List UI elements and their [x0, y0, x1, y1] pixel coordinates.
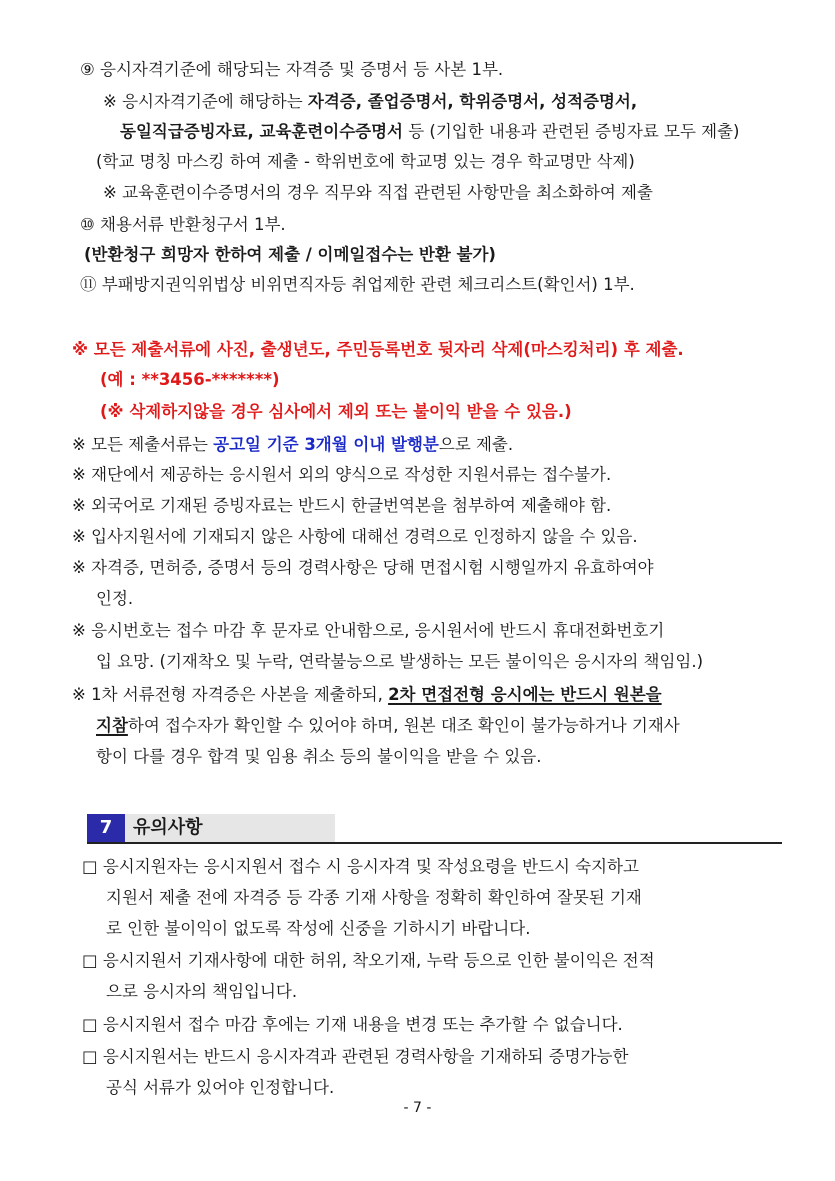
notice-form: ※ 재단에서 제공하는 응시원서 외의 양식으로 작성한 지원서류는 접수불가.: [72, 465, 612, 484]
notice-issue-date-c: 으로 제출.: [438, 435, 514, 454]
caution-4: □ 응시지원서는 반드시 응시자격과 관련된 경력사항을 기재하되 증명가능한: [82, 1047, 629, 1066]
item-9-note-text: ※ 응시자격기준에 해당하는: [103, 92, 308, 111]
page-number: - 7 -: [403, 1100, 432, 1116]
notice-masking-warning: (※ 삭제하지않을 경우 심사에서 제외 또는 불이익 받을 수 있음.): [100, 402, 572, 421]
notice-original: [72, 683, 662, 707]
masking-note: (학교 명칭 마스킹 하여 제출 - 학위번호에 학교명 있는 경우 학교명만 삭제): [96, 152, 635, 171]
caution-1: □ 응시지원자는 응시지원서 접수 시 응시자격 및 작성요령을 반드시 숙지하고: [82, 857, 639, 876]
notice-issue-date-highlight: 공고일 기준 3개월 이내 발행분: [213, 435, 439, 454]
section-number: 7: [87, 814, 125, 842]
notice-applicant-number-cont: 입 요망. (기재착오 및 누락, 연락불능으로 발생하는 모든 불이익은 응시자의 책임임.): [96, 652, 704, 671]
caution-3: □ 응시지원서 접수 마감 후에는 기재 내용을 변경 또는 추가할 수 없습니다.: [82, 1015, 623, 1034]
item-9: ⑨ 응시자격기준에 해당되는 자격증 및 증명서 등 사본 1부.: [80, 60, 504, 79]
item-9-note: [103, 90, 637, 114]
caution-2: □ 응시지원서 기재사항에 대한 허위, 착오기재, 누락 등으로 인한 불이익은 전적: [82, 951, 655, 970]
notice-translation: ※ 외국어로 기재된 증빙자료는 반드시 한글번역본을 첨부하여 제출해야 함.: [72, 496, 612, 515]
training-note: ※ 교육훈련이수증명서의 경우 직무와 직접 관련된 사항만을 최소화하여 제출: [103, 183, 653, 202]
item-9-note-docs: 자격증, 졸업증명서, 학위증명서, 성적증명서,: [307, 92, 638, 111]
caution-4-cont: 공식 서류가 있어야 인정합니다.: [106, 1078, 335, 1097]
notice-masking: ※ 모든 제출서류에 사진, 출생년도, 주민등록번호 뒷자리 삭제(마스킹처리) 후 제출.: [72, 340, 684, 359]
caution-2-cont: 으로 응시자의 책임입니다.: [106, 982, 298, 1001]
item-10-note: (반환청구 희망자 한하여 제출 / 이메일접수는 반환 불가): [84, 245, 496, 264]
section-rule: [87, 842, 782, 844]
notice-career: ※ 입사지원서에 기재되지 않은 사항에 대해선 경력으로 인정하지 않을 수 있음.: [72, 527, 638, 546]
item-9-note-text-2: 등 (기입한 내용과 관련된 증빙자료 모두 제출): [402, 122, 740, 141]
section-title: 유의사항: [125, 814, 335, 842]
caution-1-cont: 지원서 제출 전에 자격증 등 각종 기재 사항을 정확히 확인하여 잘못된 기재: [106, 888, 642, 907]
notice-validity-cont: 인정.: [96, 589, 134, 608]
section-heading: [87, 814, 782, 842]
item-9-note-cont: [120, 120, 739, 144]
notice-original-emphasis: 2차 면접전형 응시에는 반드시 원본을: [388, 685, 662, 704]
notice-original-a: ※ 1차 서류전형 자격증은 사본을 제출하되,: [72, 685, 389, 704]
notice-issue-date-a: ※ 모든 제출서류는: [72, 435, 214, 454]
item-10: ⑩ 채용서류 반환청구서 1부.: [80, 215, 286, 234]
item-11: ⑪ 부패방지권익위법상 비위면직자등 취업제한 관련 체크리스트(확인서) 1부.: [80, 275, 635, 294]
notice-applicant-number: ※ 응시번호는 접수 마감 후 문자로 안내함으로, 응시원서에 반드시 휴대전화번호기: [72, 621, 665, 640]
notice-issue-date: [72, 433, 513, 457]
notice-validity: ※ 자격증, 면허증, 증명서 등의 경력사항은 당해 면접시험 시행일까지 유효하여야: [72, 558, 654, 577]
item-9-note-docs-2: 동일직급증빙자료, 교육훈련이수증명서: [120, 122, 403, 141]
notice-original-cont-2: 항이 다를 경우 합격 및 임용 취소 등의 불이익을 받을 수 있음.: [96, 747, 542, 766]
notice-original-cont: [96, 714, 680, 738]
caution-1-cont-2: 로 인한 불이익이 없도록 작성에 신중을 기하시기 바랍니다.: [106, 919, 531, 938]
notice-original-d: 하여 접수자가 확인할 수 있어야 하며, 원본 대조 확인이 불가능하거나 기재사: [127, 716, 680, 735]
notice-original-emphasis-2: 지참: [96, 716, 128, 735]
notice-masking-example: (예 : **3456-*******): [100, 370, 280, 389]
